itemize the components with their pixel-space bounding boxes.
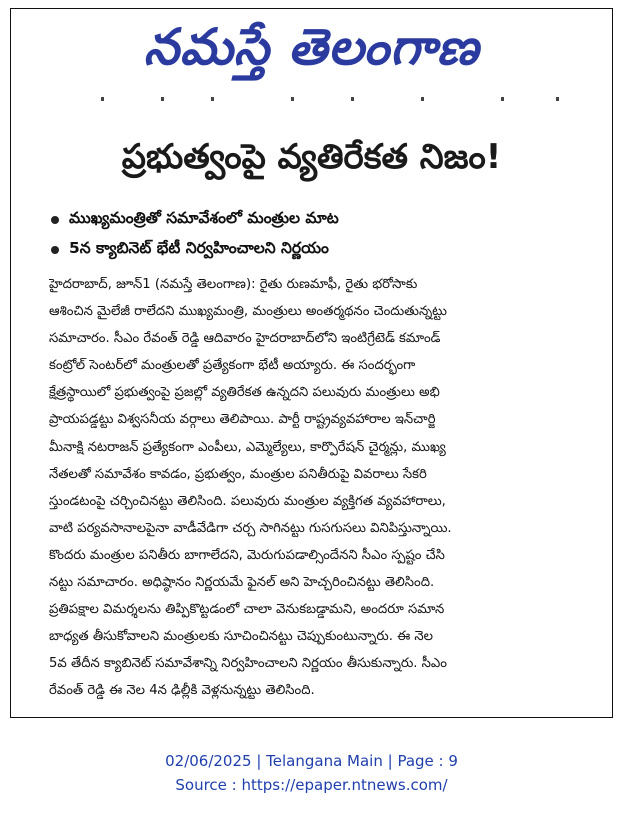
masthead-logo: నమస్తే తెలంగాణ [143,18,480,76]
article-line: ప్రతిపక్షాల విమర్శలను తిప్పికొట్టడంలో చాలా వెనుకబడ్డామని, అందరూ సమాన [49,602,445,618]
footer-meta: 02/06/2025 | Telangana Main | Page : 9 [165,752,458,770]
article-line: మీనాక్షి నటరాజన్ ప్రత్యేకంగా ఎంపీలు, ఎమ్మెల్యేలు, కార్పొరేషన్ చైర్మన్లు, ముఖ్య [49,439,446,455]
article-line: నేతలతో సమావేశం కావడం, ప్రభుత్వం, మంత్రుల పనితీరుపై వివరాలు సేకరి [49,466,427,482]
article-line: వాటి పర్యవసానాలపైనా వాడీవేడిగా చర్చ సాగినట్టు గుసగుసలు వినిపిస్తున్నాయి. [49,520,452,536]
article-line: హైదరాబాద్, జూన్1 (నమస్తే తెలంగాణ): రైతు రుణమాఫీ, రైతు భరోసాకు [49,277,418,292]
bullet-icon [51,216,59,224]
bullet-text: ముఖ్యమంత్రితో సమావేశంలో మంత్రుల మాట [69,209,339,227]
footer-source: Source : https://epaper.ntnews.com/ [175,776,448,794]
bullet-text: 5న క్యాబినెట్ భేటీ నిర్వహించాలని నిర్ణయం [69,239,329,257]
article-line: సమాచారం. సీఎం రేవంత్ రెడ్డి ఆదివారం హైదరాబాద్‌లోని ఇంటిగ్రేటెడ్ కమాండ్ [49,331,441,347]
article-line: రేవంత్ రెడ్డి ఈ నెల 4న ఢిల్లీకి వెళ్లనున్నట్టు తెలిసింది. [49,683,315,699]
clipping-frame [10,8,613,718]
masthead-divider [101,97,542,101]
article-line: బాధ్యత తీసుకోవాలని మంత్రులకు సూచించినట్టు చెప్పుకుంటున్నారు. ఈ నెల [49,629,434,645]
bullet-item [51,205,571,235]
masthead [11,9,612,99]
bullet-icon [51,246,59,254]
article-line: నట్టు సమాచారం. అధిష్ఠానం నిర్ణయమే ఫైనల్ అని హెచ్చరించినట్టు తెలిసింది. [49,575,435,591]
article-line: ప్రాయపడ్డట్టు విశ్వసనీయ వర్గాలు తెలిపాయి. పార్టీ రాష్ట్రవ్యవహారాల ఇన్‌చార్జి [49,412,436,428]
article-line: ఆశించిన మైలేజీ రాలేదని ముఖ్యమంత్రి, మంత్రులు అంతర్మథనం చెందుతున్నట్టు [49,304,447,320]
article-line: 5వ తేదీన క్యాబినెట్ సమావేశాన్ని నిర్వహించాలని నిర్ణయం తీసుకున్నారు. సీఎం [49,656,447,672]
article-line: క్షేత్రస్థాయిలో ప్రభుత్వంపై ప్రజల్లో వ్యతిరేకత ఉన్నదని పలువురు మంత్రులు అభి [49,385,440,401]
article-line: కంట్రోల్ సెంటర్‌లో మంత్రులతో ప్రత్యేకంగా భేటీ అయ్యారు. ఈ సందర్భంగా [49,358,416,374]
headline: ప్రభుత్వంపై వ్యతిరేకత నిజం! [121,137,502,177]
bullet-item [51,235,571,265]
article-line: స్తుండటంపై చర్చించినట్టు తెలిసింది. పలువురు మంత్రుల వ్యక్తిగత వ్యవహారాలు, [49,493,446,509]
article-body [49,271,604,711]
bullet-list [51,205,571,265]
article-line: కొందరు మంత్రుల పనితీరు బాగాలేదని, మెరుగుపడాల్సిందేనని సీఎం స్పష్టం చేసి [49,547,445,563]
